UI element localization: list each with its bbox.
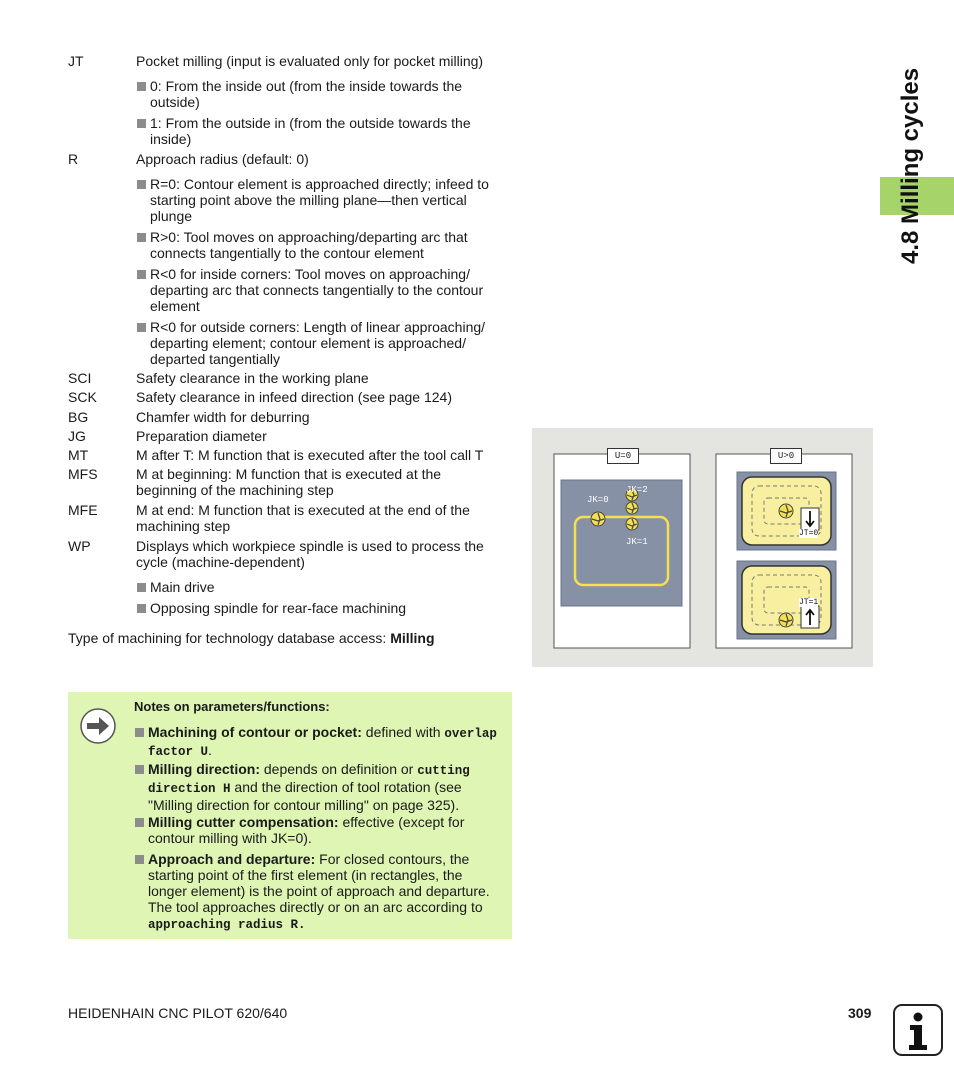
machining-type-line: Type of machining for technology database access: Milling [68, 630, 435, 646]
param-code-sck: SCK [68, 389, 97, 405]
label-jt0: JT=0 [799, 529, 819, 538]
bullet-jt-1: 1: From the outside in (from the outside towards the inside) [136, 115, 506, 147]
cutter-icon-jk0 [591, 512, 605, 526]
label-u0: U=0 [607, 448, 639, 464]
param-code-jt: JT [68, 53, 84, 69]
label-u-gt0: U>0 [770, 448, 802, 464]
footer-manual-title: HEIDENHAIN CNC PILOT 620/640 [68, 1005, 288, 1021]
bullet-r-2: R<0 for inside corners: Tool moves on approaching/ departing arc that connects tangentially to the contour element [136, 266, 506, 314]
note-item-2: Milling cutter compensation: effective (except for contour milling with JK=0). [134, 814, 504, 846]
milling-figure [532, 428, 873, 667]
param-desc-r: Approach radius (default: 0) [136, 151, 309, 167]
arrow-right-icon [79, 707, 117, 745]
label-jt1: JT=1 [799, 598, 819, 607]
bullet-r-0: R=0: Contour element is approached directly; infeed to starting point above the milling plane—then vertical plunge [136, 176, 506, 224]
page-number: 309 [848, 1005, 872, 1021]
param-desc-bg: Chamfer width for deburring [136, 409, 310, 425]
bullet-jt-0: 0: From the inside out (from the inside towards the outside) [136, 78, 506, 110]
param-code-mt: MT [68, 447, 89, 463]
param-code-sci: SCI [68, 370, 92, 386]
label-jk0: JK=0 [587, 495, 609, 505]
param-desc-mfs: M at beginning: M function that is executed at the beginning of the machining step [136, 466, 442, 498]
chapter-title: 4.8 Milling cycles [897, 67, 924, 264]
note-item-1: Milling direction: depends on definition or cutting direction H and the direction of tool rotation (see "Milling direction for contour milling" on page 325). [134, 761, 504, 813]
param-desc-jt: Pocket milling (input is evaluated only for pocket milling) [136, 53, 484, 69]
milling-diagram [532, 428, 873, 667]
bullet-r-3: R<0 for outside corners: Length of linear approaching/ departing element; contour element is approached/ departed tangentially [136, 319, 506, 367]
param-code-r: R [68, 151, 79, 167]
cutter-icon-jk1 [626, 518, 638, 530]
label-jk2: JK=2 [626, 485, 648, 495]
bullet-wp-1: Opposing spindle for rear-face machining [136, 600, 506, 616]
note-item-3: Approach and departure: For closed contours, the starting point of the first element (in rectangles, the longer element) is the point of approach and departure. The tool approaches directly or on an arc according to approaching radius R. [134, 851, 504, 933]
param-desc-sci: Safety clearance in the working plane [136, 370, 369, 386]
note-item-0: Machining of contour or pocket: defined with overlap factor U. [134, 724, 504, 760]
bullet-wp-0: Main drive [136, 579, 506, 595]
bullet-r-1: R>0: Tool moves on approaching/departing arc that connects tangentially to the contour element [136, 229, 506, 261]
param-code-mfs: MFS [68, 466, 98, 482]
info-icon [893, 1004, 943, 1056]
param-desc-mfe: M at end: M function that is executed at the end of the machining step [136, 502, 470, 534]
param-code-bg: BG [68, 409, 89, 425]
left-workpiece [561, 480, 682, 606]
param-code-mfe: MFE [68, 502, 98, 518]
notes-title: Notes on parameters/functions: [134, 699, 330, 714]
param-desc-wp: Displays which workpiece spindle is used to process the cycle (machine-dependent) [136, 538, 484, 570]
param-desc-mt: M after T: M function that is executed after the tool call T [136, 447, 484, 463]
notes-box [68, 692, 512, 939]
param-code-jg: JG [68, 428, 86, 444]
label-jk1: JK=1 [626, 537, 648, 547]
param-desc-jg: Preparation diameter [136, 428, 267, 444]
param-desc-sck: Safety clearance in infeed direction (see page 124) [136, 389, 452, 405]
param-code-wp: WP [68, 538, 91, 554]
